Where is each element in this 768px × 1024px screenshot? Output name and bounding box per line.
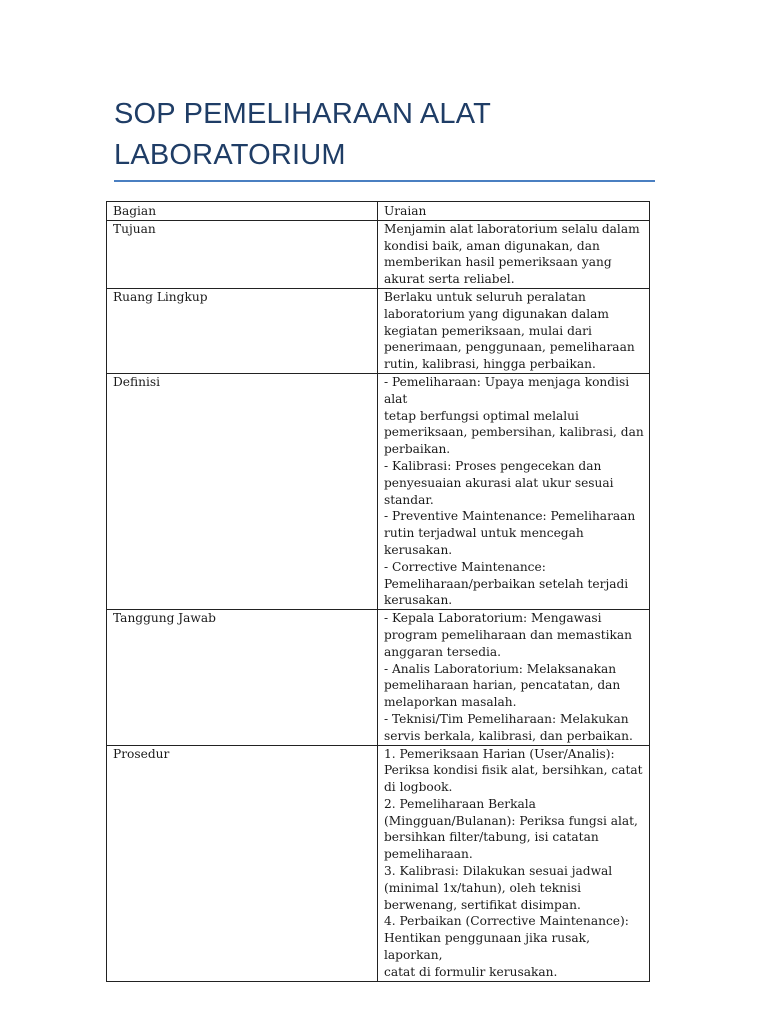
table-row xyxy=(107,220,650,288)
table-header-row xyxy=(107,202,650,221)
description-line: penerimaan, penggunaan, pemeliharaan xyxy=(384,340,635,355)
row-section-label: Prosedur xyxy=(107,745,378,981)
description-line: 4. Perbaikan (Corrective Maintenance): xyxy=(384,914,629,929)
document-title-line-1: SOP PEMELIHARAAN ALAT xyxy=(114,98,492,130)
description-line: - Kepala Laboratorium: Mengawasi xyxy=(384,611,602,626)
description-line: rutin terjadwal untuk mencegah kerusakan. xyxy=(384,526,584,557)
description-line: di logbook. xyxy=(384,780,453,795)
description-line: bersihkan filter/tabung, isi catatan xyxy=(384,830,599,845)
document-title xyxy=(114,94,674,176)
table-row xyxy=(107,745,650,981)
row-description xyxy=(378,220,650,288)
table-row xyxy=(107,373,650,609)
row-description xyxy=(378,745,650,981)
row-description xyxy=(378,610,650,745)
description-line: standar. xyxy=(384,492,434,507)
row-description xyxy=(378,288,650,373)
description-line: penyesuaian akurasi alat ukur sesuai xyxy=(384,475,614,490)
description-line: kondisi baik, aman digunakan, dan xyxy=(384,238,600,253)
table-row xyxy=(107,288,650,373)
description-line: - Pemeliharaan: Upaya menjaga kondisi alat xyxy=(384,374,630,406)
description-line: program pemeliharaan dan memastikan xyxy=(384,627,632,642)
description-line: Periksa kondisi fisik alat, bersihkan, catat xyxy=(384,763,643,778)
description-line: pemeriksaan, pembersihan, kalibrasi, dan xyxy=(384,425,644,440)
description-line: laboratorium yang digunakan dalam xyxy=(384,306,609,321)
header-bagian: Bagian xyxy=(107,202,378,221)
row-section-label: Definisi xyxy=(107,373,378,609)
description-line: Hentikan penggunaan jika rusak, laporkan, xyxy=(384,931,590,963)
sop-table xyxy=(106,201,650,982)
description-line: Menjamin alat laboratorium selalu dalam xyxy=(384,221,640,236)
row-description xyxy=(378,373,650,609)
description-line: perbaikan. xyxy=(384,442,451,457)
title-underline xyxy=(114,180,655,182)
description-line: servis berkala, kalibrasi, dan perbaikan. xyxy=(384,728,633,743)
sop-table-body xyxy=(107,220,650,981)
document-title-line-2: LABORATORIUM xyxy=(114,139,346,171)
description-line: Berlaku untuk seluruh peralatan xyxy=(384,289,586,304)
description-line: catat di formulir kerusakan. xyxy=(384,964,558,979)
description-line: 2. Pemeliharaan Berkala xyxy=(384,796,536,811)
row-section-label: Tanggung Jawab xyxy=(107,610,378,745)
description-line: 1. Pemeriksaan Harian (User/Analis): xyxy=(384,746,615,761)
description-line: - Analis Laboratorium: Melaksanakan xyxy=(384,661,617,676)
description-line: - Teknisi/Tim Pemeliharaan: Melakukan xyxy=(384,711,629,726)
description-line: Pemeliharaan/perbaikan setelah terjadi xyxy=(384,576,629,591)
description-line: pemeliharaan harian, pencatatan, dan xyxy=(384,678,621,693)
description-line: - Corrective Maintenance: xyxy=(384,559,546,574)
description-line: (minimal 1x/tahun), oleh teknisi xyxy=(384,880,582,895)
description-line: berwenang, sertifikat disimpan. xyxy=(384,897,581,912)
row-section-label: Ruang Lingkup xyxy=(107,288,378,373)
description-line: 3. Kalibrasi: Dilakukan sesuai jadwal xyxy=(384,864,613,879)
description-line: melaporkan masalah. xyxy=(384,695,517,710)
header-uraian: Uraian xyxy=(378,202,650,221)
description-line: memberikan hasil pemeriksaan yang xyxy=(384,255,612,270)
description-line: - Kalibrasi: Proses pengecekan dan xyxy=(384,458,602,473)
description-line: (Mingguan/Bulanan): Periksa fungsi alat, xyxy=(384,813,638,828)
description-line: rutin, kalibrasi, hingga perbaikan. xyxy=(384,357,596,372)
description-line: kerusakan. xyxy=(384,593,453,608)
description-line: - Preventive Maintenance: Pemeliharaan xyxy=(384,509,636,524)
description-line: akurat serta reliabel. xyxy=(384,272,515,287)
table-row xyxy=(107,610,650,745)
row-section-label: Tujuan xyxy=(107,220,378,288)
description-line: pemeliharaan. xyxy=(384,847,473,862)
description-line: kegiatan pemeriksaan, mulai dari xyxy=(384,323,592,338)
description-line: tetap berfungsi optimal melalui xyxy=(384,408,579,423)
description-line: anggaran tersedia. xyxy=(384,644,502,659)
